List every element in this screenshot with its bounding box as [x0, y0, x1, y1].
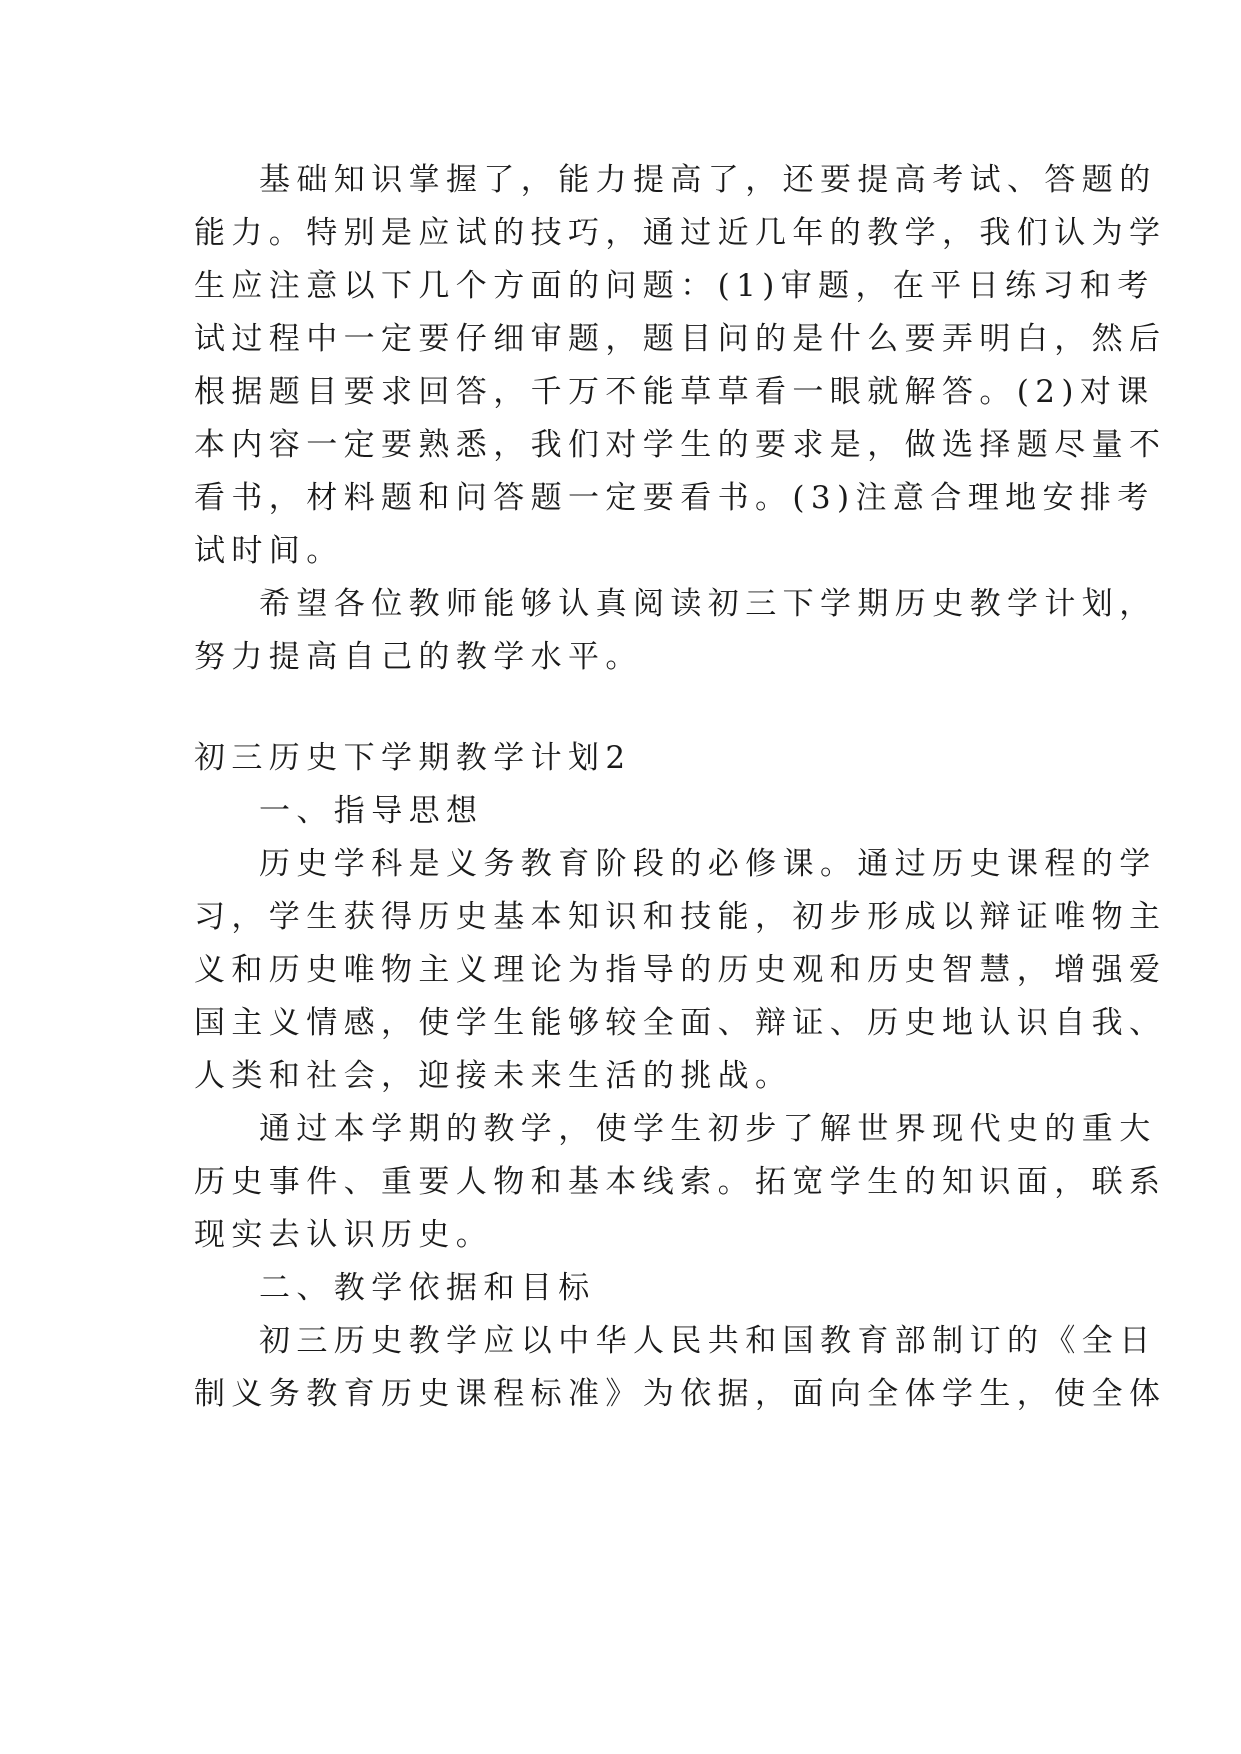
- paragraph-line: 本内容一定要熟悉，我们对学生的要求是，做选择题尽量不: [194, 427, 1167, 463]
- paragraph-line: 人类和社会，迎接未来生活的挑战。: [194, 1058, 793, 1094]
- paragraph-line: 习，学生获得历史基本知识和技能，初步形成以辩证唯物主: [194, 899, 1167, 935]
- section-title: 初三历史下学期教学计划2: [194, 740, 632, 776]
- section-heading: 二、教学依据和目标: [259, 1270, 596, 1306]
- paragraph-line: 希望各位教师能够认真阅读初三下学期历史教学计划，: [259, 586, 1157, 622]
- paragraph-line: 初三历史教学应以中华人民共和国教育部制订的《全日: [259, 1323, 1157, 1359]
- section-heading: 一、指导思想: [259, 793, 484, 829]
- paragraph-line: 努力提高自己的教学水平。: [194, 639, 643, 675]
- paragraph-line: 国主义情感，使学生能够较全面、辩证、历史地认识自我、: [194, 1005, 1167, 1041]
- paragraph-line: 根据题目要求回答，千万不能草草看一眼就解答。(2)对课: [194, 374, 1155, 410]
- paragraph-line: 通过本学期的教学，使学生初步了解世界现代史的重大: [259, 1111, 1157, 1147]
- paragraph-line: 看书，材料题和问答题一定要看书。(3)注意合理地安排考: [194, 480, 1155, 516]
- paragraph-line: 义和历史唯物主义理论为指导的历史观和历史智慧，增强爱: [194, 952, 1167, 988]
- paragraph-line: 基础知识掌握了，能力提高了，还要提高考试、答题的: [259, 162, 1157, 198]
- paragraph-line: 试时间。: [194, 533, 344, 569]
- paragraph-line: 现实去认识历史。: [194, 1217, 494, 1253]
- paragraph-line: 生应注意以下几个方面的问题：(1)审题，在平日练习和考: [194, 268, 1155, 304]
- paragraph-line: 历史事件、重要人物和基本线索。拓宽学生的知识面，联系: [194, 1164, 1167, 1200]
- paragraph-line: 试过程中一定要仔细审题，题目问的是什么要弄明白，然后: [194, 321, 1167, 357]
- paragraph-line: 制义务教育历史课程标准》为依据，面向全体学生，使全体: [194, 1376, 1167, 1412]
- paragraph-line: 能力。特别是应试的技巧，通过近几年的教学，我们认为学: [194, 215, 1167, 251]
- paragraph-line: 历史学科是义务教育阶段的必修课。通过历史课程的学: [259, 846, 1157, 882]
